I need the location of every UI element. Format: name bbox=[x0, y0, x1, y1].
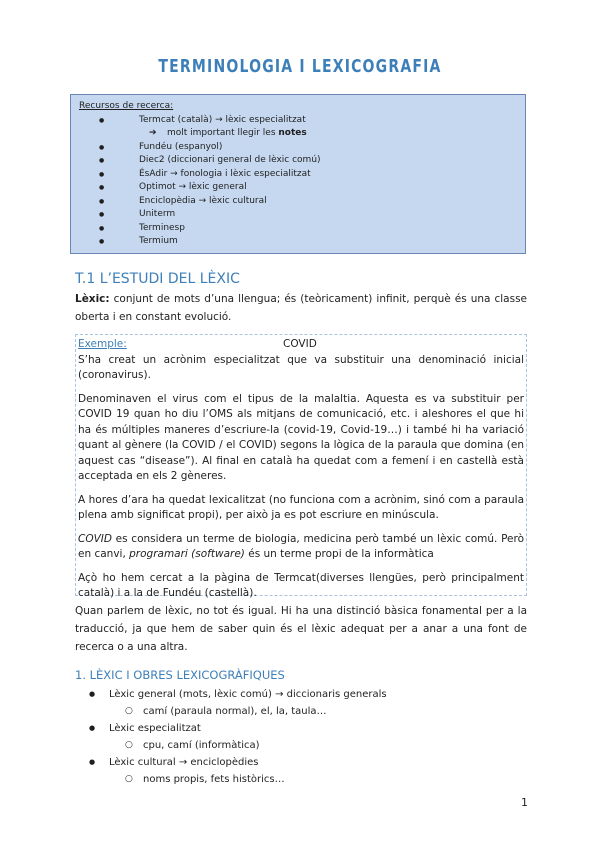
list-item: ● ÉsAdir → fonologia i lèxic especialitzat bbox=[139, 168, 517, 182]
list-item: ○ noms propis, fets històrics… bbox=[75, 771, 527, 788]
arrow-note-text: molt important llegir les bbox=[167, 128, 279, 138]
example-paragraph: Açò ho hem cercat a la pàgina de Termcat(diverses llengües, però principalment català) i a la de Fundéu (castellà). bbox=[78, 571, 524, 599]
list-item: ● Uniterm bbox=[139, 208, 517, 222]
example-word: COVID bbox=[283, 338, 317, 350]
italic-term: COVID bbox=[78, 532, 112, 545]
list-item: ○ camí (paraula normal), el, la, taula… bbox=[75, 703, 527, 720]
notes-bold: notes bbox=[278, 128, 307, 138]
example-paragraph: Denominaven el virus com el tipus de la malaltia. Aquesta es va substituir per COVID 19 quan ho diu l’OMS als mitjans de comunicació, etc. i aleshores el que hi ha és múltiples maneres d’escriure-la (covid-19, Covid-19…) i també hi ha variació quant al gènere (la COVID / el COVID) segons la lògica de la paraula que domina (en aquest cas “disease”). Al final en català ha quedat com a femení i en castellà està acceptada en els 2 gèneres. bbox=[78, 392, 524, 482]
list-item: ○ cpu, camí (informàtica) bbox=[75, 737, 527, 754]
list-item: ● Terminesp bbox=[139, 222, 517, 236]
lexic-definition bbox=[75, 290, 527, 326]
example-paragraph: A hores d’ara ha quedat lexicalitzat (no funciona com a acrònim, sinó com a paraula plena amb significat propi), per això ja es pot escriure en minúscula. bbox=[78, 493, 524, 521]
list-item bbox=[139, 127, 517, 141]
resources-heading: Recursos de recerca: bbox=[79, 101, 174, 111]
list-item: ● Termcat (català) → lèxic especialitzat bbox=[139, 114, 517, 128]
list-item: ● Fundéu (espanyol) bbox=[139, 141, 517, 155]
example-box bbox=[75, 334, 527, 599]
section-heading: T.1 L’ESTUDI DEL LÈXIC bbox=[75, 271, 240, 287]
lexic-list bbox=[75, 686, 527, 788]
subsection-heading: 1. LÈXIC I OBRES LEXICOGRÀFIQUES bbox=[75, 668, 285, 682]
example-paragraph bbox=[78, 532, 524, 563]
example-paragraph: S’ha creat un acrònim especialitzat que va substituir una denominació inicial (coronavirus). bbox=[78, 353, 524, 381]
list-item: ● Termium bbox=[139, 235, 517, 249]
list-item: ● Lèxic cultural → enciclopèdies bbox=[75, 754, 527, 771]
list-item: ● Diec2 (diccionari general de lèxic comú) bbox=[139, 154, 517, 168]
resources-box bbox=[70, 94, 526, 254]
list-item: ● Enciclopèdia → lèxic cultural bbox=[139, 195, 517, 209]
page-title: TERMINOLOGIA I LEXICOGRAFIA bbox=[158, 56, 442, 77]
example-text: es considera un terme de biologia, medicina però també un lèxic comú. Però en canvi, bbox=[78, 532, 524, 560]
lexic-text: conjunt de mots d’una llengua; és (teòricament) infinit, perquè és una classe oberta i en constant evolució. bbox=[75, 293, 527, 323]
page-number: 1 bbox=[521, 796, 528, 809]
italic-term: programari (software) bbox=[129, 548, 245, 560]
example-label: Exemple: bbox=[78, 338, 127, 350]
resources-list bbox=[79, 114, 517, 249]
lexic-term: Lèxic: bbox=[75, 293, 110, 305]
example-text: és un terme propi de la informàtica bbox=[244, 548, 434, 560]
list-item: ● Optimot → lèxic general bbox=[139, 181, 517, 195]
list-item: ● Lèxic general (mots, lèxic comú) → diccionaris generals bbox=[75, 686, 527, 703]
list-item: ● Lèxic especialitzat bbox=[75, 720, 527, 737]
paragraph-after: Quan parlem de lèxic, no tot és igual. Hi ha una distinció bàsica fonamental per a la traducció, ja que hem de saber quin és el lèxic adequat per a anar a una font de recerca o a una altra. bbox=[75, 605, 527, 653]
